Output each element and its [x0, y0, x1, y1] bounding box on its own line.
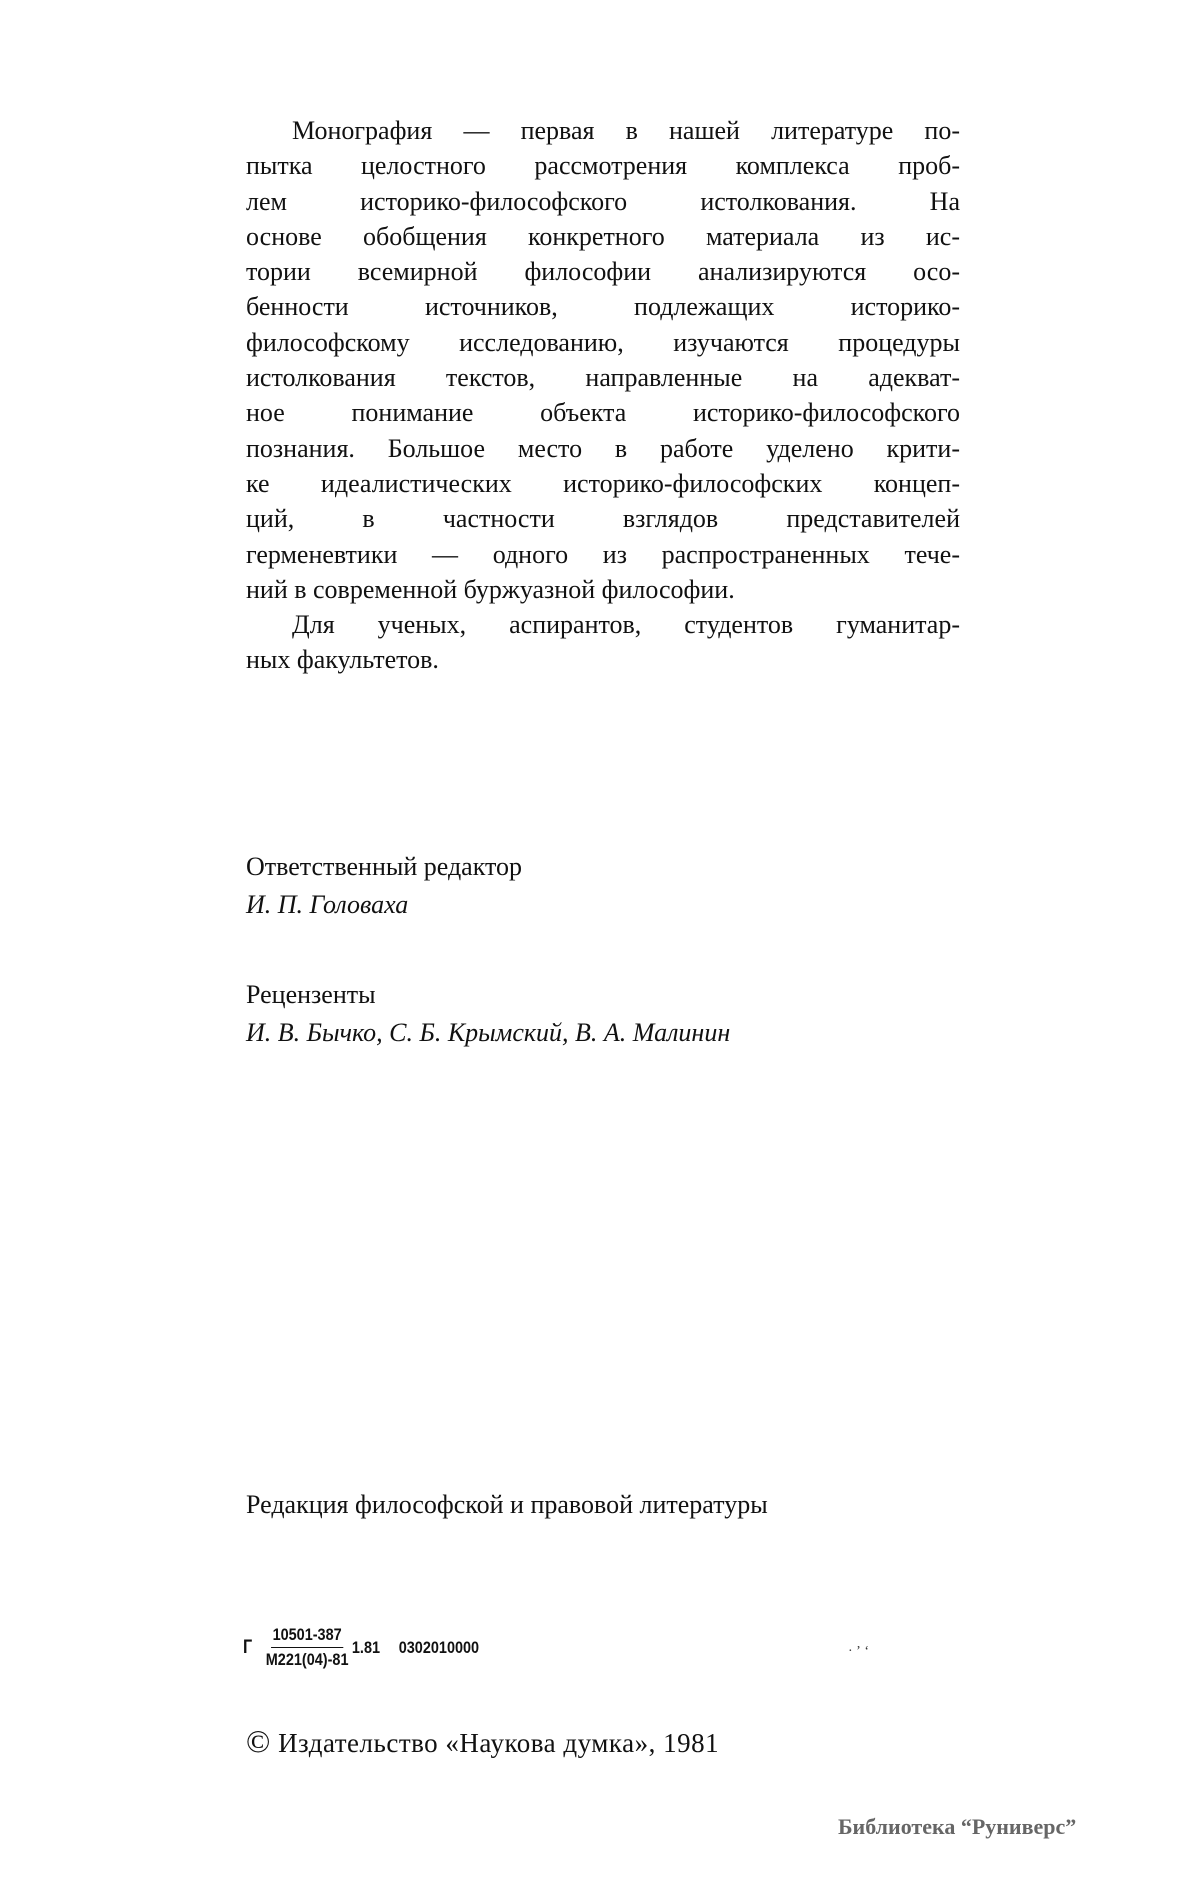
library-watermark: Библиотека “Руниверс”	[838, 1814, 1077, 1839]
print-specks: · ʼ ʻ	[848, 1644, 869, 1659]
abstract-line: герменевтики — одного из распространенных тече-	[246, 539, 960, 569]
abstract-line: пытка целостного рассмотрения комплекса проб-	[246, 151, 960, 181]
copyright	[246, 1724, 719, 1761]
abstract-line: ное понимание объекта историко-философского	[246, 398, 960, 428]
copyright-text: Издательство «Наукова думка», 1981	[278, 1728, 720, 1758]
abstract-line: ке идеалистических историко-философских концеп-	[246, 468, 960, 498]
abstract-line: Для ученых, аспирантов, студентов гуманитар-	[292, 610, 960, 640]
abstract-line: философскому исследованию, изучаются процедуры	[246, 327, 960, 357]
editor-name: И. П. Головаха	[246, 890, 409, 919]
reviewers-label: Рецензенты	[246, 980, 376, 1009]
editor-label: Ответственный редактор	[246, 852, 523, 881]
abstract-line: ных факультетов.	[246, 645, 439, 675]
abstract-line: бенности источников, подлежащих историко-	[246, 292, 960, 322]
code-denominator: М221(04)-81	[265, 1650, 349, 1669]
editorial-office: Редакция философской и правовой литературы	[246, 1490, 768, 1519]
code-suffix-2: 0302010000	[398, 1637, 480, 1657]
copyright-symbol: ©	[246, 1723, 271, 1759]
abstract-line: Монография — первая в нашей литературе по-	[292, 116, 960, 145]
reviewers-names: И. В. Бычко, С. Б. Крымский, В. А. Малинин	[246, 1018, 731, 1047]
code-fraction	[266, 1625, 349, 1670]
abstract-line: истолкования текстов, направленные на адекват-	[246, 363, 960, 393]
abstract	[246, 113, 960, 678]
abstract-line: основе обобщения конкретного материала из ис-	[246, 221, 960, 251]
abstract-line: познания. Большое место в работе уделено крити-	[246, 433, 960, 463]
code-numerator: 10501-387	[271, 1625, 344, 1648]
code-suffix-1: 1.81	[351, 1637, 381, 1657]
abstract-line: тории всемирной философии анализируются осо-	[246, 257, 960, 287]
code-prefix: Г	[243, 1636, 253, 1658]
publication-code	[243, 1625, 479, 1670]
abstract-line: ний в современной буржуазной философии.	[246, 574, 735, 604]
abstract-line: ций, в частности взглядов представителей	[246, 504, 960, 534]
abstract-line: лем историко-философского истолкования. На	[246, 186, 960, 216]
